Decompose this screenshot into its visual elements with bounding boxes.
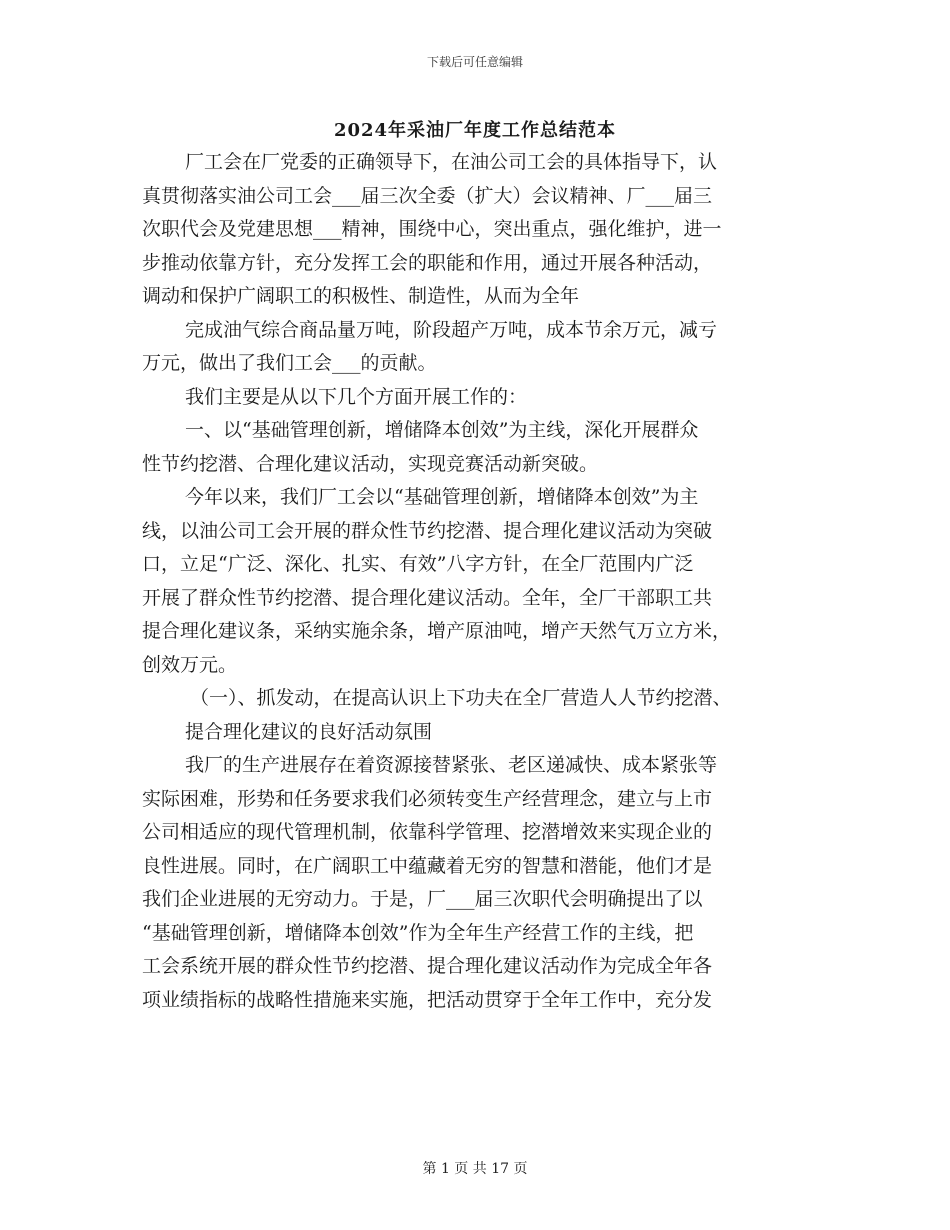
body-line: 步推动依靠方针，充分发挥工会的职能和作用，通过开展各种活动， [142,251,713,274]
body-line: 公司相适应的现代管理机制，依靠科学管理、挖潜增效来实现企业的 [142,821,713,843]
body-line: 开展了群众性节约挖潜、提合理化建议活动。全年，全厂干部职工共 [142,586,713,609]
body-line: 口，立足“广泛、深化、扎实、有效”八字方针，在全厂范围内广泛 [142,553,694,575]
body-line: 一、以“基础管理创新，增储降本创效”为主线，深化开展群众 [185,419,699,441]
body-line: 性节约挖潜、合理化建议活动，实现竞赛活动新突破。 [142,452,599,475]
body-line: 项业绩指标的战略性措施来实施，把活动贯穿于全年工作中，充分发 [142,988,713,1011]
body-line: 提合理化建议的良好活动氛围 [185,720,433,743]
body-line: 我们主要是从以下几个方面开展工作的： [185,385,528,408]
page-header-note: 下载后可任意编辑 [426,55,523,69]
body-line: 今年以来，我们厂工会以“基础管理创新，增储降本创效”为主 [185,486,699,508]
body-line: 完成油气综合商品量万吨，阶段超产万吨，成本节余万元，减亏 [185,318,718,341]
body-line: 工会系统开展的群众性节约挖潜、提合理化建议活动作为完成全年各 [142,955,713,977]
body-line: （一）、抓发动，在提高认识上下功夫在全厂营造人人节约挖潜、 [190,687,732,709]
body-line: 我们企业进展的无穷动力。于是，厂___届三次职代会明确提出了以 [142,888,703,910]
body-line: 次职代会及党建思想___精神，围绕中心，突出重点，强化维护，进一 [142,218,722,240]
body-line: 调动和保护广阔职工的积极性、制造性，从而为全年 [142,285,580,307]
body-line: 万元，做出了我们工会___的贡献。 [142,352,437,374]
body-line: 实际困难，形势和任务要求我们必须转变生产经营理念，建立与上市 [142,787,713,810]
body-line: 我厂的生产进展存在着资源接替紧张、老区递减快、成本紧张等 [185,754,718,776]
page-footer: 第 1 页 共 17 页 [422,1161,528,1177]
body-line: 良性进展。同时，在广阔职工中蕴藏着无穷的智慧和潜能，他们才是 [142,854,713,877]
document-body [142,146,810,1017]
body-line: 提合理化建议条，采纳实施余条，增产原油吨，增产天然气万立方米， [142,620,732,642]
body-line: 真贯彻落实油公司工会___届三次全委（扩大）会议精神、厂___届三 [142,184,713,207]
body-line: “基础管理创新，增储降本创效”作为全年生产经营工作的主线，把 [142,921,694,944]
document-title: 2024年采油厂年度工作总结范本 [333,120,617,141]
body-line: 线，以油公司工会开展的群众性节约挖潜、提合理化建议活动为突破 [142,519,713,542]
body-line: 创效万元。 [142,653,238,676]
body-line: 厂工会在厂党委的正确领导下，在油公司工会的具体指导下，认 [185,151,718,173]
